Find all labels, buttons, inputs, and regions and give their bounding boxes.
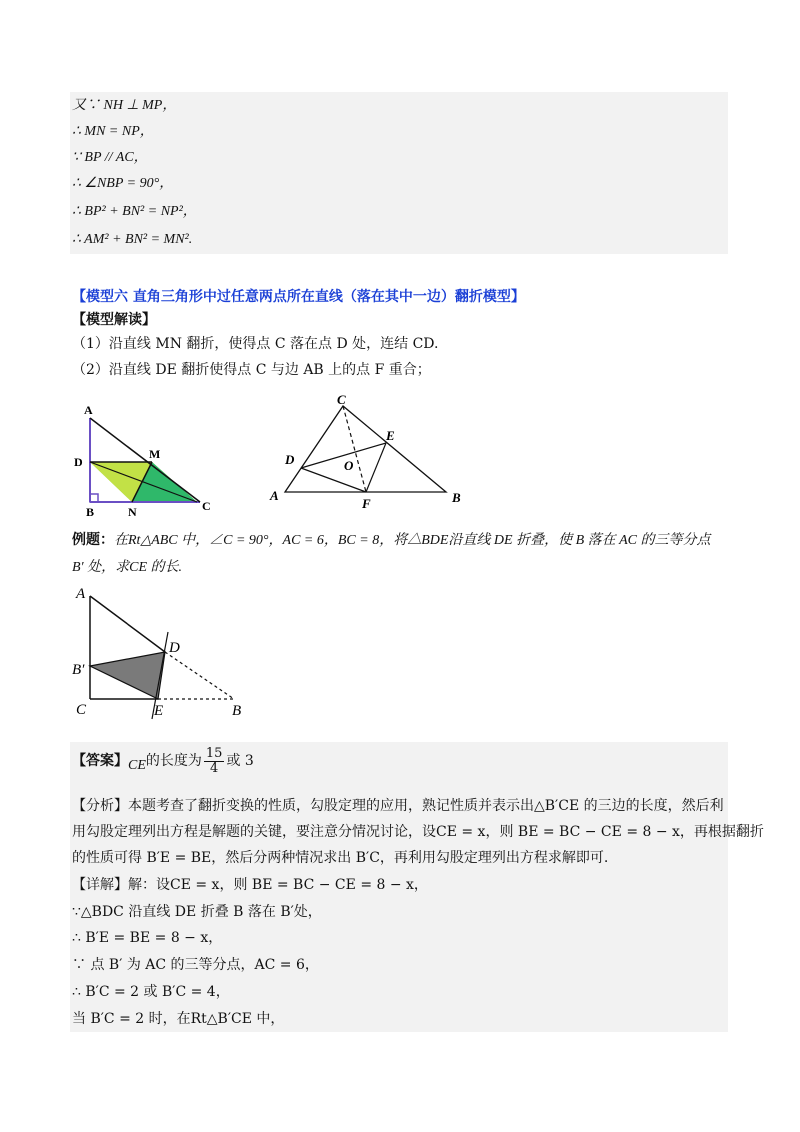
fig2-label-b: B xyxy=(452,490,461,505)
fig2-label-c: C xyxy=(337,392,346,407)
fig1-label-a: A xyxy=(84,403,93,417)
detail-line-1: 【详解】解：设CE = x，则 BE = BC − CE = 8 − x， xyxy=(72,877,428,893)
fig1-label-b: B xyxy=(86,505,95,519)
answer-denominator: 4 xyxy=(210,760,219,776)
fig3-label-a: A xyxy=(76,586,86,602)
fig3-label-b: B xyxy=(232,703,242,719)
analysis-line-3: 的性质可得 B′E = BE，然后分两种情况求出 B′C，再利用勾股定理列出方程求解即可. xyxy=(72,850,609,866)
fig1-label-m: M xyxy=(149,447,161,461)
proof-line-3: ∵ BP // AC， xyxy=(72,150,148,165)
model-item-1: （1）沿直线 MN 翻折，使得点 C 落在点 D 处，连结 CD. xyxy=(72,336,439,352)
example-text-1: 在Rt△ABC 中，∠C = 90°，AC = 6，BC = 8，将△BDE沿直线 DE 折叠，使 B 落在 AC 的三等分点 xyxy=(114,533,711,548)
proof-line-4: ∴ ∠NBP = 90°， xyxy=(72,176,174,191)
fig3-label-e: E xyxy=(154,703,164,719)
figure-fold-mn xyxy=(70,400,220,520)
model-item-2: （2）沿直线 DE 翻折使得点 C 与边 AB 上的点 F 重合； xyxy=(72,362,431,378)
proof-line-6: ∴ AM² + BN² = MN². xyxy=(72,232,193,247)
fig2-label-d: D xyxy=(285,452,295,467)
example-line-1 xyxy=(72,530,711,551)
detail-line-3: ∴ B′E = BE = 8 − x， xyxy=(72,930,223,946)
detail-line-4: ∵ 点 B′ 为 AC 的三等分点，AC = 6， xyxy=(72,957,319,973)
proof-line-2: ∴ MN = NP， xyxy=(72,124,154,139)
answer-ce: CE xyxy=(128,758,146,773)
fig2-label-e: E xyxy=(386,428,395,443)
answer-text: 的长度为 xyxy=(145,753,202,769)
answer-prefix: 【答案】 xyxy=(72,753,128,769)
example-label: 例题： xyxy=(72,532,114,548)
figure-fold-de xyxy=(270,394,470,509)
fig1-label-n: N xyxy=(128,505,137,519)
fig3-label-c: C xyxy=(76,702,87,718)
analysis-line-1: 【分析】本题考查了翻折变换的性质，勾股定理的应用，熟记性质并表示出△B′CE 的三边的长度，然后利 xyxy=(72,798,724,814)
answer-fraction xyxy=(204,747,225,776)
section-title: 【模型六 直角三角形中过任意两点所在直线（落在其中一边）翻折模型】 xyxy=(72,289,525,305)
answer-end: 或 3 xyxy=(226,753,254,769)
analysis-line-2: 用勾股定理列出方程是解题的关键，要注意分情况讨论，设CE = x，则 BE = BC − CE = 8 − x，再根据翻折 xyxy=(72,824,764,840)
proof-line-5: ∴ BP² + BN² = NP²， xyxy=(72,204,197,219)
fig3-label-b-prime: B′ xyxy=(72,662,85,678)
fig1-label-d: D xyxy=(74,455,83,469)
fig2-label-f: F xyxy=(362,496,371,511)
detail-line-5: ∴ B′C = 2 或 B′C = 4， xyxy=(72,984,230,1000)
answer-line xyxy=(72,745,254,778)
fig2-label-a: A xyxy=(270,488,279,503)
fig1-label-c: C xyxy=(202,499,211,513)
answer-numerator: 15 xyxy=(205,745,223,761)
fig2-label-o: O xyxy=(344,458,354,473)
proof-line-1: 又∵ NH ⊥ MP， xyxy=(72,98,177,113)
figure-example xyxy=(72,584,262,724)
model-heading: 【模型解读】 xyxy=(72,312,156,328)
detail-line-2: ∵△BDC 沿直线 DE 折叠 B 落在 B′处， xyxy=(72,904,322,920)
detail-line-6: 当 B′C = 2 时，在Rt△B′CE 中， xyxy=(72,1011,285,1027)
fig3-label-d: D xyxy=(169,640,180,656)
example-line-2: B′ 处，求CE 的长. xyxy=(72,560,183,575)
